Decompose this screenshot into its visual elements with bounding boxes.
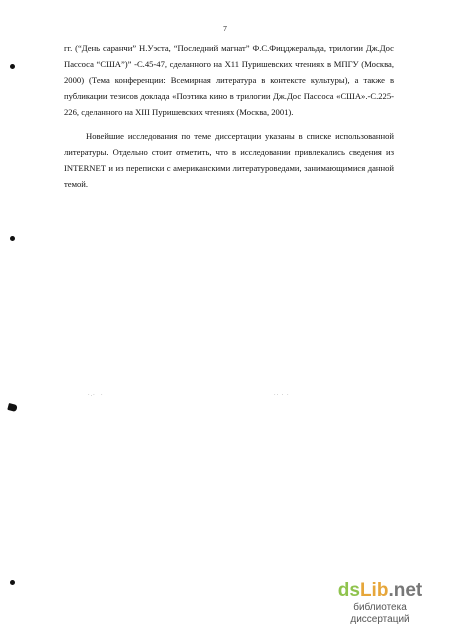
- logo-part-lib: Lib: [359, 580, 389, 601]
- scan-speck: ·.· ·: [88, 392, 104, 398]
- logo-part-ds: ds: [337, 580, 360, 601]
- page-number: 7: [223, 24, 227, 33]
- watermark-logo: [324, 581, 436, 601]
- punch-hole-mark: [10, 236, 15, 241]
- punch-hole-mark: [10, 580, 15, 585]
- paragraph-2: Новейшие исследования по теме диссертации указаны в списке использованной литературы. Отдельно стоит отметить, что в исследовании привлекались сведения из INTERNET и из переписки с американскими литературоведами, занимающимися данной темой.: [64, 131, 394, 189]
- logo-part-net: .net: [388, 580, 423, 601]
- document-body: [64, 40, 394, 192]
- watermark: [324, 581, 436, 626]
- paragraph-1: гг. (“День саранчи” Н.Уэста, “Последний магнат” Ф.С.Фицджеральда, трилогии Дж.Дос Пассоса “США”)” -С.45-47, сделанного на Х11 Пуришевских чтениях в МПГУ (Москва, 2000) (Тема конференции: Всемирная литература в контексте культуры), а также в публикации тезисов доклада «Поэтика кино в трилогии Дж.Дос Пассоса «США».-С.225-226, сделанного на XIII Пуришевских чтениях (Москва, 2001).: [64, 43, 394, 117]
- scan-speck: ·· · ·: [274, 392, 290, 398]
- binder-mark: [7, 403, 18, 412]
- punch-hole-mark: [10, 64, 15, 69]
- watermark-subtitle: библиотека диссертаций: [350, 602, 410, 625]
